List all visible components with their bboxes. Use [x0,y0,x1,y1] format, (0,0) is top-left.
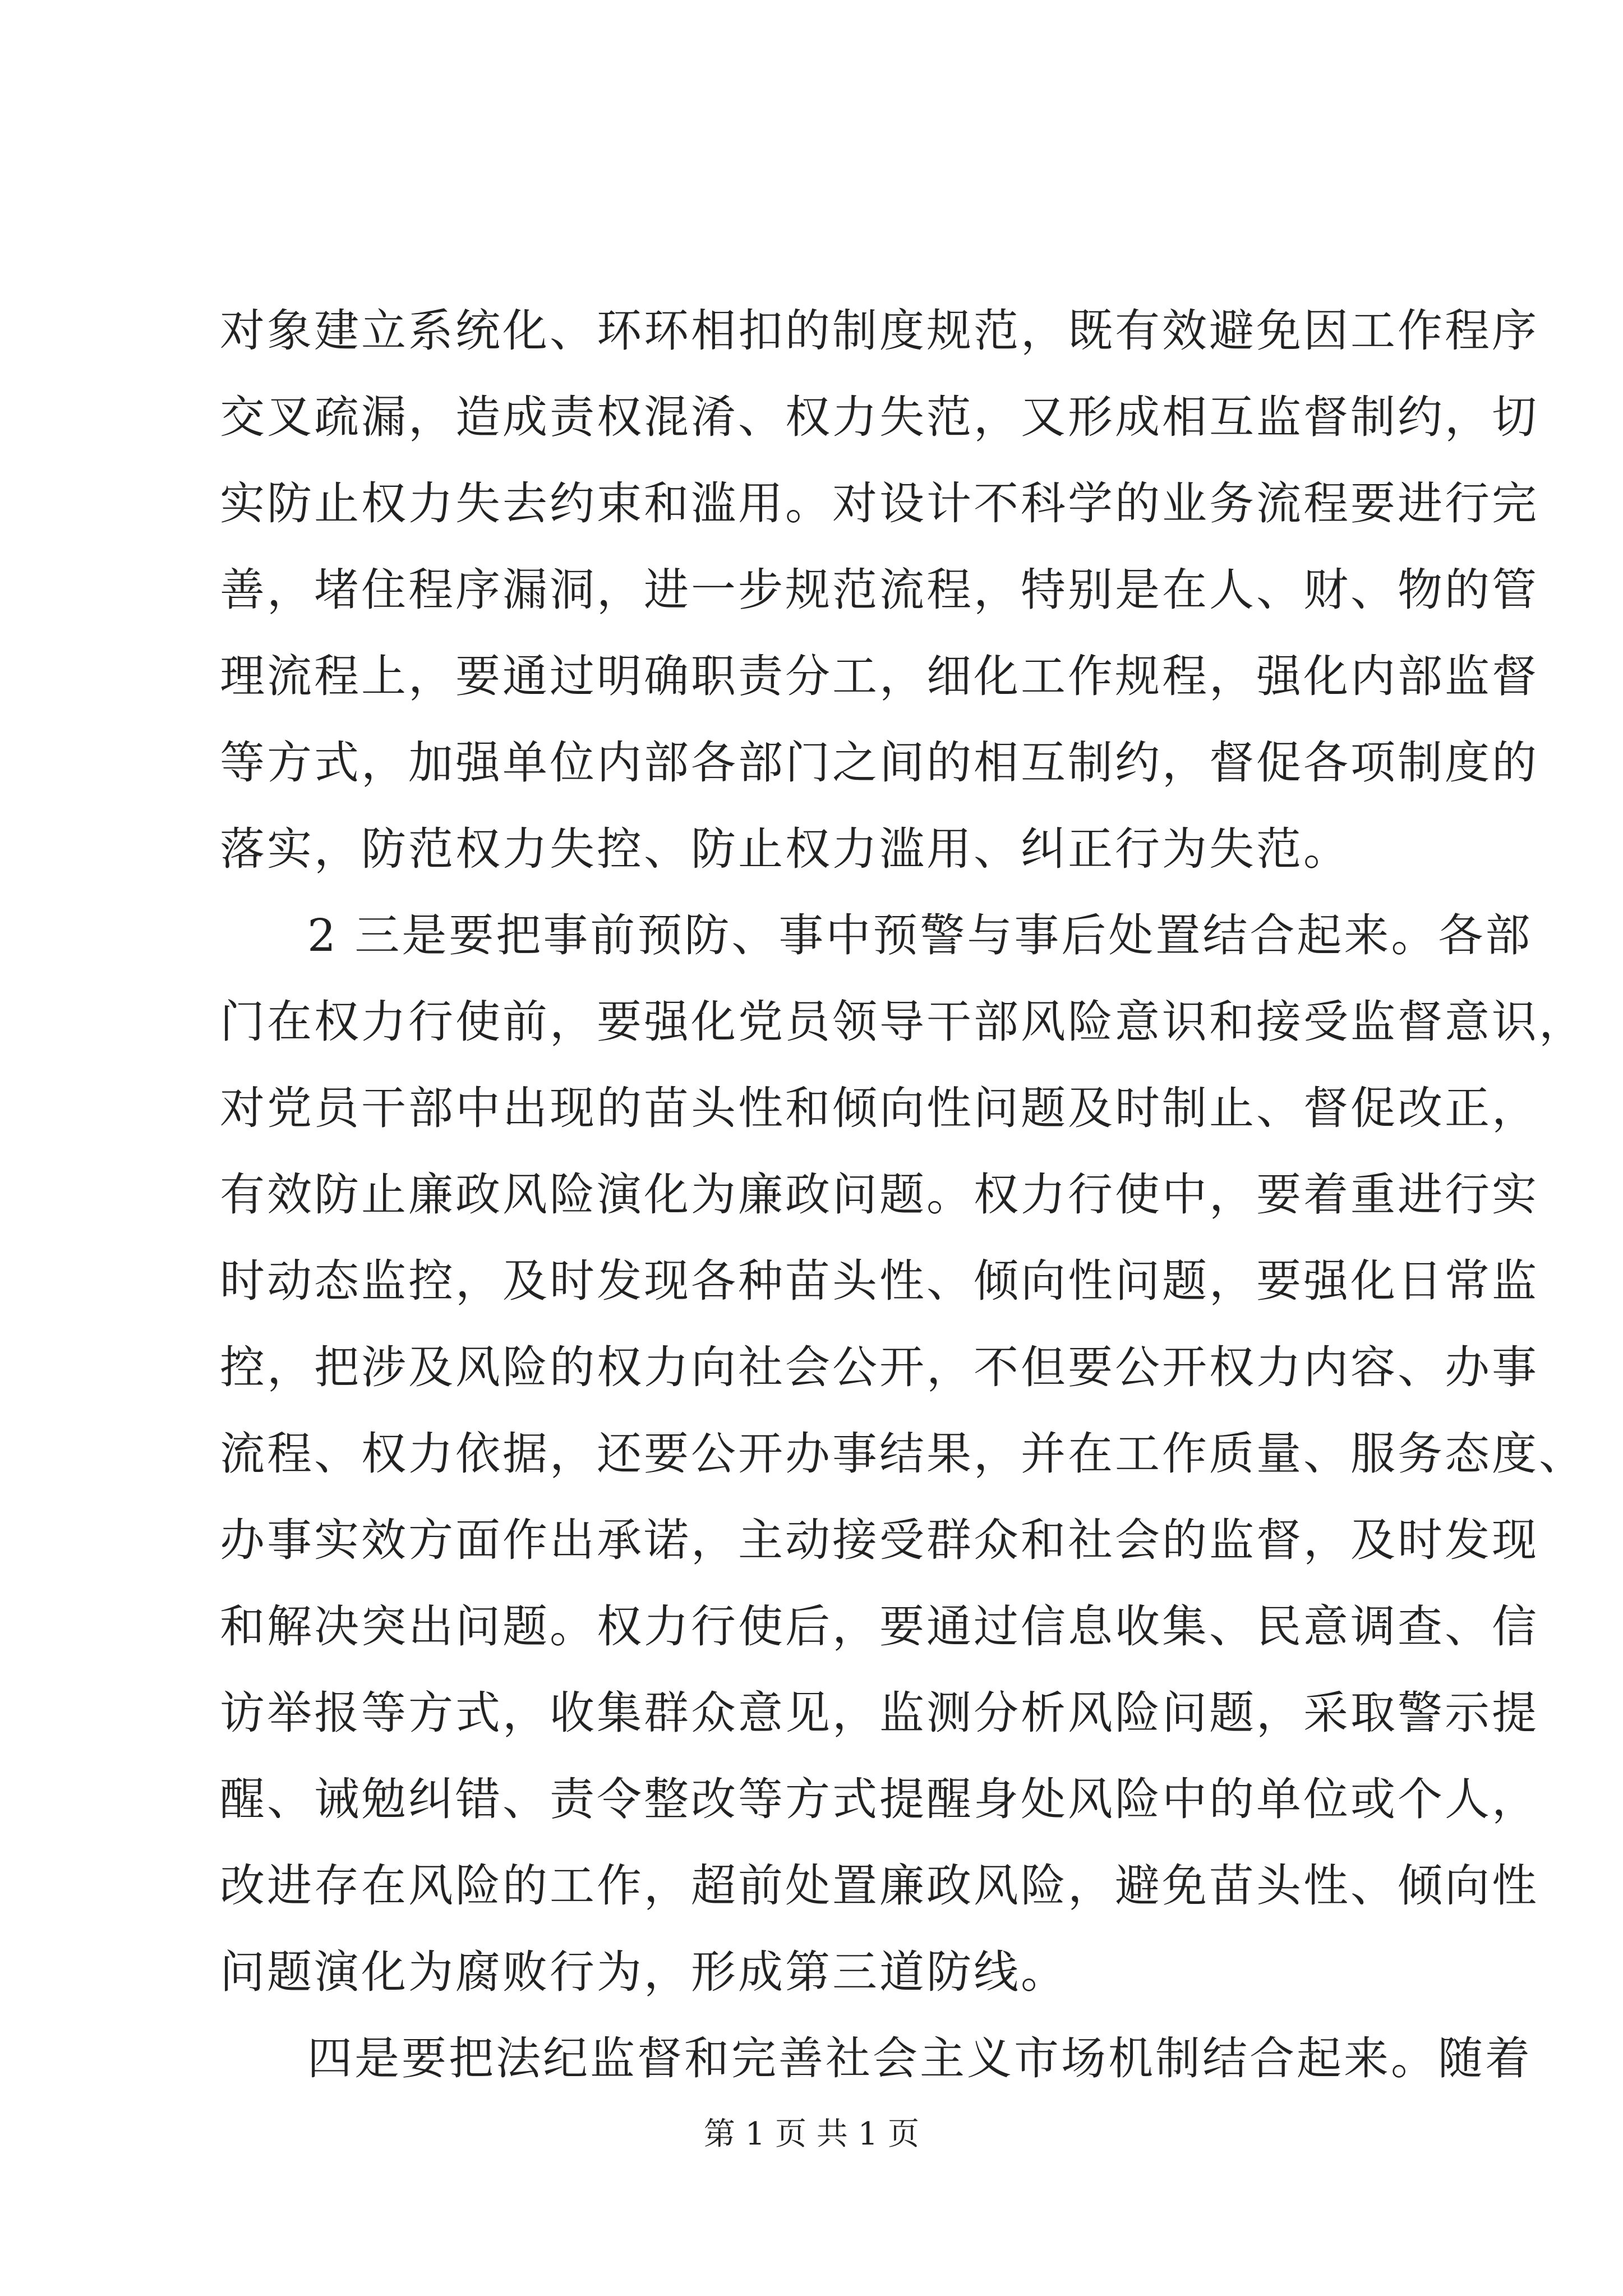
text-line: 落实，防范权力失控、防止权力滥用、纠正行为失范。 [220,823,1350,875]
text-line: 实防止权力失去约束和滥用。对设计不科学的业务流程要进行完 [220,477,1539,530]
text-line: 时动态监控，及时发现各种苗头性、倾向性问题，要强化日常监 [220,1255,1539,1307]
text-line: 等方式，加强单位内部各部门之间的相互制约，督促各项制度的 [220,737,1539,789]
text-line: 门在权力行使前，要强化党员领导干部风险意识和接受监督意识， [220,996,1586,1048]
text-line: 理流程上，要通过明确职责分工，细化工作规程，强化内部监督 [220,650,1539,702]
paragraph-first-line: 2 三是要把事前预防、事中预警与事后处置结合起来。各部 [307,909,1533,961]
text-line: 办事实效方面作出承诺，主动接受群众和社会的监督，及时发现 [220,1514,1539,1566]
page-footer: 第 1 页 共 1 页 [703,2116,920,2152]
text-line: 改进存在风险的工作，超前处置廉政风险，避免苗头性、倾向性 [220,1860,1539,1912]
text-line: 控，把涉及风险的权力向社会公开，不但要公开权力内容、办事 [220,1341,1539,1393]
text-line: 醒、诫勉纠错、责令整改等方式提醒身处风险中的单位或个人， [220,1773,1539,1825]
text-line: 问题演化为腐败行为，形成第三道防线。 [220,1946,1068,1998]
text-line: 善，堵住程序漏洞，进一步规范流程，特别是在人、财、物的管 [220,564,1539,616]
text-line: 流程、权力依据，还要公开办事结果，并在工作质量、服务态度、 [220,1428,1586,1480]
text-line: 访举报等方式，收集群众意见，监测分析风险问题，采取警示提 [220,1687,1539,1739]
text-line: 交叉疏漏，造成责权混淆、权力失范，又形成相互监督制约，切 [220,391,1539,443]
text-line: 有效防止廉政风险演化为廉政问题。权力行使中，要着重进行实 [220,1168,1539,1221]
paragraph-first-line: 四是要把法纪监督和完善社会主义市场机制结合起来。随着 [307,2032,1532,2085]
text-line: 和解决突出问题。权力行使后，要通过信息收集、民意调查、信 [220,1600,1539,1653]
text-line: 对党员干部中出现的苗头性和倾向性问题及时制止、督促改正， [220,1082,1539,1134]
text-line: 对象建立系统化、环环相扣的制度规范，既有效避免因工作程序 [220,305,1539,357]
